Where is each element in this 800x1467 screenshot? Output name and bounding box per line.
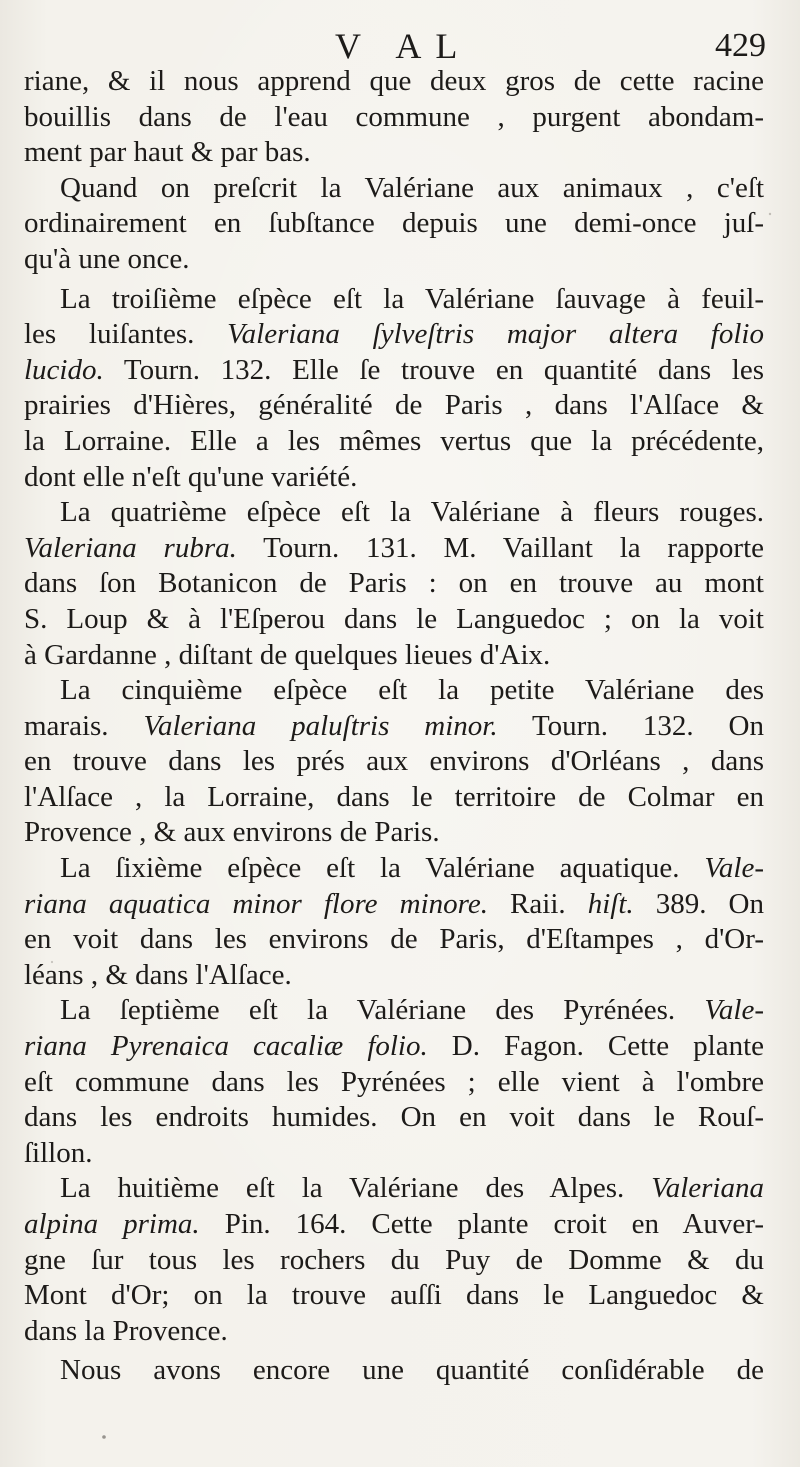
text-line: ment par haut & par bas. <box>24 136 311 169</box>
text-line: dont elle n'eſt qu'une variété. <box>24 460 358 493</box>
text-line: prairies d'Hières, généralité de Paris , dans l'Alſace & <box>24 389 764 422</box>
text-line: la Lorraine. Elle a les mêmes vertus que la précédente, <box>24 424 764 457</box>
text-line: riana Pyrenaica cacaliæ folio. D. Fagon. Cette plante <box>24 1030 764 1063</box>
paragraph-first-line: Quand on preſcrit la Valériane aux animaux , c'eſt <box>60 171 764 204</box>
text-line: Valeriana rubra. Tourn. 131. M. Vaillant la rapporte <box>24 531 764 564</box>
text-line: l'Alſace , la Lorraine, dans le territoire de Colmar en <box>24 780 764 813</box>
body-text <box>24 64 764 1404</box>
text-line: ordinairement en ſubſtance depuis une demi-once juſ- <box>24 207 764 240</box>
text-line: dans la Provence. <box>24 1314 228 1347</box>
paragraph-first-line: La ſixième eſpèce eſt la Valériane aquatique. Vale- <box>60 852 764 885</box>
text-line: bouillis dans de l'eau commune , purgent abondam- <box>24 100 764 133</box>
text-line: lucido. Tourn. 132. Elle ſe trouve en quantité dans les <box>24 353 764 386</box>
text-line: à Gardanne , diſtant de quelques lieues d'Aix. <box>24 638 551 671</box>
text-line: en trouve dans les prés aux environs d'Orléans , dans <box>24 745 764 778</box>
text-line: Provence , & aux environs de Paris. <box>24 816 440 849</box>
paragraph-first-line: La ſeptième eſt la Valériane des Pyrénées. Vale- <box>60 994 764 1027</box>
page-number: 429 <box>715 27 766 64</box>
text-line: S. Loup & à l'Eſperou dans le Languedoc ; on la voit <box>24 602 764 635</box>
running-head <box>0 22 800 70</box>
paragraph-first-line: La quatrième eſpèce eſt la Valériane à fleurs rouges. <box>60 496 764 529</box>
text-line: léans , & dans l'Alſace. <box>24 958 292 991</box>
text-line: alpina prima. Pin. 164. Cette plante croit en Auver- <box>24 1208 764 1240</box>
paragraph-first-line: La cinquième eſpèce eſt la petite Valériane des <box>60 674 764 707</box>
paragraph-first-line: La huitième eſt la Valériane des Alpes. Valeriana <box>60 1172 764 1205</box>
text-line: dans ſon Botanicon de Paris : on en trouve au mont <box>24 567 764 600</box>
paragraph-first-line: La troiſième eſpèce eſt la Valériane ſauvage à feuil- <box>60 282 764 315</box>
text-line: riana aquatica minor flore minore. Raii. hiſt. 389. On <box>24 887 764 920</box>
text-line: en voit dans les environs de Paris, d'Eſtampes , d'Or- <box>24 923 764 956</box>
running-head-title: V AL <box>335 26 472 66</box>
text-line: dans les endroits humides. On en voit dans le Rouſ- <box>24 1101 764 1134</box>
text-line: marais. Valeriana paluſtris minor. Tourn. 132. On <box>24 709 764 742</box>
paragraph-first-line: Nous avons encore une quantité conſidérable de <box>60 1354 764 1387</box>
text-line: riane, & il nous apprend que deux gros de cette racine <box>24 65 764 97</box>
text-line: Mont d'Or; on la trouve auſſi dans le Languedoc & <box>24 1279 764 1312</box>
text-line: les luiſantes. Valeriana ſylveſtris major altera folio <box>24 318 764 351</box>
text-line: eſt commune dans les Pyrénées ; elle vient à l'ombre <box>24 1065 764 1098</box>
text-line: gne ſur tous les rochers du Puy de Domme & du <box>24 1243 764 1276</box>
text-line: ſillon. <box>24 1136 93 1169</box>
text-line: qu'à une once. <box>24 242 190 275</box>
